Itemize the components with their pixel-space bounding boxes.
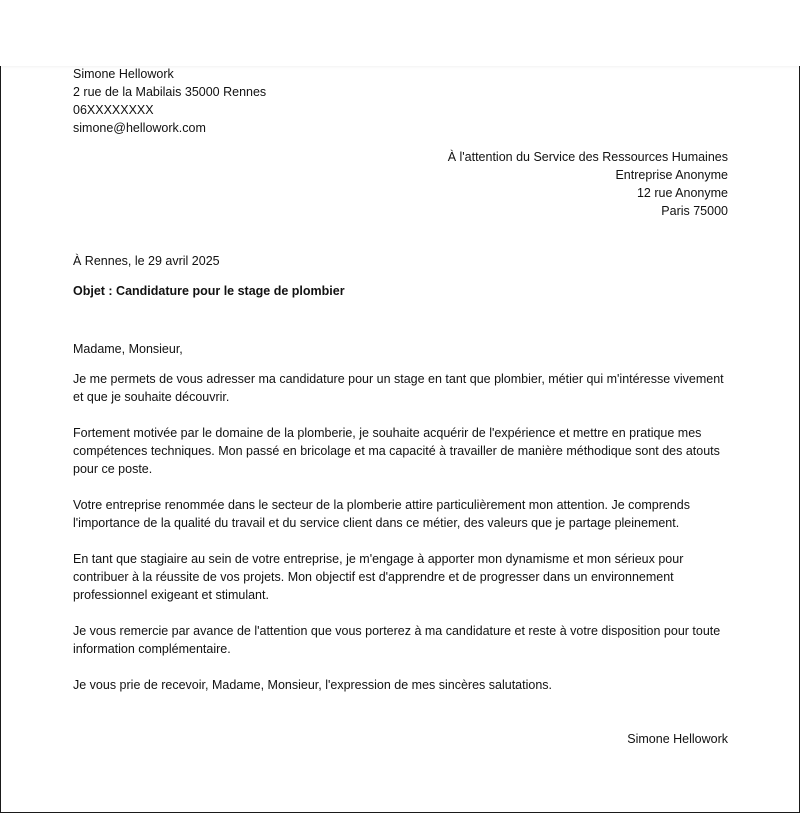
letter-subject: Objet : Candidature pour le stage de plombier [73, 284, 345, 298]
paragraph-intro: Je me permets de vous adresser ma candidature pour un stage en tant que plombier, métier qui m'intéresse vivement et que je souhaite découvrir. [73, 372, 724, 404]
paragraph-closing: Je vous prie de recevoir, Madame, Monsieur, l'expression de mes sincères salutations. [73, 678, 553, 692]
letter-greeting: Madame, Monsieur, [73, 342, 183, 356]
sender-phone: 06XXXXXXXX [73, 103, 154, 117]
sender-block [73, 65, 266, 137]
top-bar [0, 0, 800, 66]
recipient-company: Entreprise Anonyme [615, 168, 728, 182]
recipient-city: Paris 75000 [661, 204, 728, 218]
recipient-attention: À l'attention du Service des Ressources Humaines [447, 150, 728, 164]
sender-name: Simone Hellowork [73, 67, 174, 81]
sender-email: simone@hellowork.com [73, 121, 206, 135]
paragraph-motivation: Fortement motivée par le domaine de la plomberie, je souhaite acquérir de l'expérience et mettre en pratique mes compétences techniques. Mon passé en bricolage et ma capacité à travailler de manière méthodique sont des atouts pour ce poste. [73, 426, 720, 476]
paragraph-commitment: En tant que stagiaire au sein de votre entreprise, je m'engage à apporter mon dynamisme et mon sérieux pour contribuer à la réussite de vos projets. Mon objectif est d'apprendre et de progresser dans un environnement professionnel exigeant et stimulant. [73, 552, 684, 602]
sender-address: 2 rue de la Mabilais 35000 Rennes [73, 85, 267, 99]
paragraph-company: Votre entreprise renommée dans le secteur de la plomberie attire particulièrement mon attention. Je comprends l'importance de la qualité du travail et du service client dans ce métier, des valeurs que je partage pleinement. [73, 498, 690, 530]
paragraph-thanks: Je vous remercie par avance de l'attention que vous porterez à ma candidature et reste à votre disposition pour toute information complémentaire. [73, 624, 721, 656]
letter-date: À Rennes, le 29 avril 2025 [73, 254, 220, 268]
letter-signature: Simone Hellowork [627, 732, 728, 746]
letter-page [0, 64, 800, 813]
recipient-block [448, 148, 728, 220]
recipient-street: 12 rue Anonyme [636, 186, 728, 200]
letter-body [73, 370, 733, 712]
